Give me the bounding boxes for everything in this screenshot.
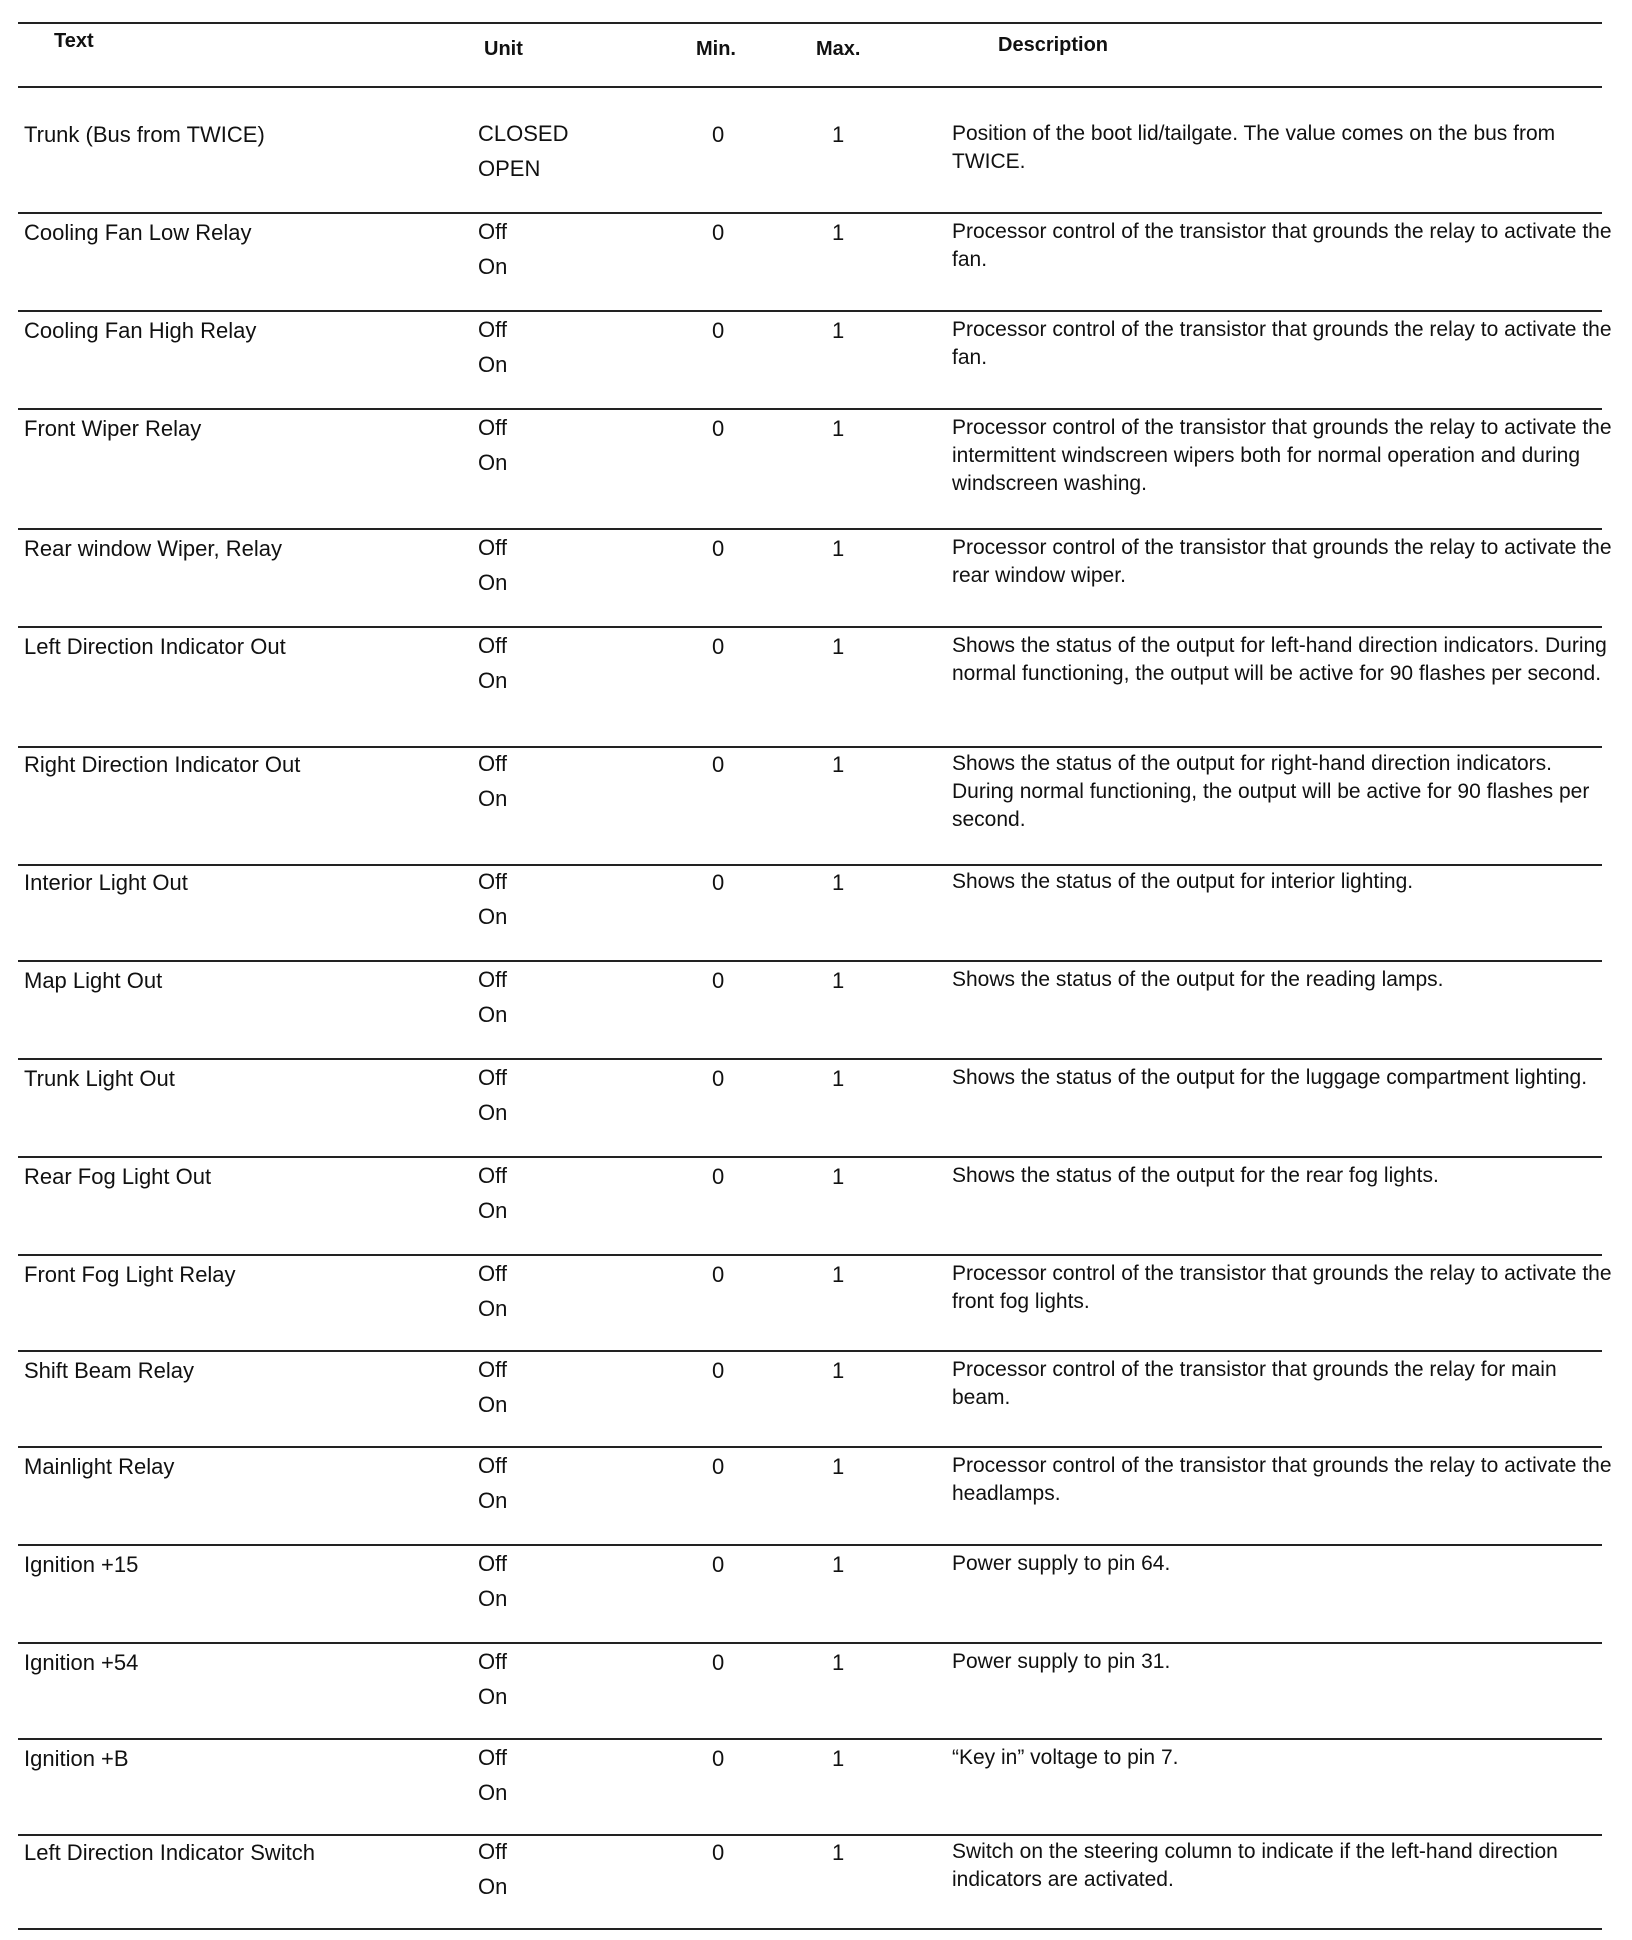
- signal-description: Power supply to pin 31.: [952, 1650, 1171, 1673]
- signal-unit: [478, 1352, 507, 1422]
- max-value: 1: [832, 1454, 845, 1479]
- unit-state-low: Off: [478, 415, 507, 440]
- max-value: 1: [832, 870, 845, 895]
- signal-name: Mainlight Relay: [24, 1454, 175, 1479]
- signal-description: Processor control of the transistor that grounds the relay to activate the rear window wiper.: [952, 536, 1612, 587]
- signal-unit: [478, 214, 507, 284]
- max-value: 1: [832, 1552, 845, 1577]
- unit-state-low: Off: [478, 1357, 507, 1382]
- unit-state-low: CLOSED: [478, 121, 569, 146]
- max-value: 1: [832, 752, 845, 777]
- unit-state-high: On: [478, 254, 508, 279]
- row-divider: [18, 1156, 1602, 1158]
- signal-unit: [478, 312, 507, 382]
- max-value: 1: [832, 1066, 845, 1091]
- signal-unit: [478, 1448, 507, 1518]
- row-divider: [18, 1544, 1602, 1546]
- max-value: 1: [832, 220, 845, 245]
- row-divider: [18, 310, 1602, 312]
- min-value: 0: [712, 536, 725, 561]
- min-value: 0: [712, 1066, 725, 1091]
- row-divider: [18, 1058, 1602, 1060]
- unit-state-high: On: [478, 1586, 508, 1611]
- signal-name: Ignition +54: [24, 1650, 139, 1675]
- signal-name: Trunk (Bus from TWICE): [24, 122, 265, 147]
- max-value: 1: [832, 122, 845, 147]
- row-divider: [18, 1350, 1602, 1352]
- signal-description: Shows the status of the output for the luggage compartment lighting.: [952, 1066, 1588, 1089]
- signal-description: Processor control of the transistor that grounds the relay to activate the intermittent windscreen wipers both for normal operation and during windscreen washing.: [952, 416, 1612, 495]
- max-value: 1: [832, 318, 845, 343]
- max-value: 1: [832, 1840, 845, 1865]
- row-divider: [18, 960, 1602, 962]
- signal-name: Front Wiper Relay: [24, 416, 202, 441]
- max-value: 1: [832, 1650, 845, 1675]
- unit-state-low: Off: [478, 1261, 507, 1286]
- signal-unit: [478, 962, 507, 1032]
- header-bottom-rule: [18, 86, 1602, 88]
- unit-state-high: On: [478, 1780, 508, 1805]
- unit-state-low: Off: [478, 869, 507, 894]
- signal-unit: [478, 864, 507, 934]
- signal-name: Cooling Fan Low Relay: [24, 220, 252, 245]
- signal-unit: [478, 1256, 507, 1326]
- unit-state-high: On: [478, 1874, 508, 1899]
- max-value: 1: [832, 1164, 845, 1189]
- column-header-description: Description: [998, 34, 1109, 56]
- min-value: 0: [712, 1262, 725, 1287]
- min-value: 0: [712, 318, 725, 343]
- signal-name: Right Direction Indicator Out: [24, 752, 301, 777]
- signal-name: Left Direction Indicator Switch: [24, 1840, 316, 1865]
- min-value: 0: [712, 1552, 725, 1577]
- unit-state-high: OPEN: [478, 156, 541, 181]
- max-value: 1: [832, 536, 845, 561]
- signal-name: Ignition +B: [24, 1746, 129, 1771]
- signal-description: Switch on the steering column to indicate if the left-hand direction indicators are activated.: [952, 1840, 1558, 1891]
- row-divider: [18, 626, 1602, 628]
- signal-name: Cooling Fan High Relay: [24, 318, 257, 343]
- signal-name: Shift Beam Relay: [24, 1358, 194, 1383]
- column-header-max: Max.: [816, 38, 861, 60]
- unit-state-high: On: [478, 1100, 508, 1125]
- min-value: 0: [712, 752, 725, 777]
- unit-state-high: On: [478, 1488, 508, 1513]
- unit-state-high: On: [478, 668, 508, 693]
- signal-unit: [478, 1740, 507, 1810]
- unit-state-low: Off: [478, 535, 507, 560]
- signal-unit: [478, 1158, 507, 1228]
- column-header-unit: Unit: [484, 38, 523, 60]
- signal-unit: [478, 1644, 507, 1714]
- max-value: 1: [832, 416, 845, 441]
- signal-unit: [478, 1546, 507, 1616]
- min-value: 0: [712, 968, 725, 993]
- unit-state-high: On: [478, 1198, 508, 1223]
- unit-state-low: Off: [478, 1745, 507, 1770]
- unit-state-high: On: [478, 1684, 508, 1709]
- min-value: 0: [712, 1164, 725, 1189]
- table-bottom-rule: [18, 1928, 1602, 1930]
- row-divider: [18, 528, 1602, 530]
- unit-state-high: On: [478, 1002, 508, 1027]
- min-value: 0: [712, 634, 725, 659]
- signal-name: Left Direction Indicator Out: [24, 634, 286, 659]
- signal-name: Interior Light Out: [24, 870, 188, 895]
- signal-unit: [478, 410, 507, 480]
- signal-description: Shows the status of the output for the reading lamps.: [952, 968, 1444, 991]
- max-value: 1: [832, 968, 845, 993]
- unit-state-high: On: [478, 570, 508, 595]
- min-value: 0: [712, 1454, 725, 1479]
- signal-description: Shows the status of the output for left-hand direction indicators. During normal functioning, the output will be active for 90 flashes per second.: [952, 634, 1607, 685]
- unit-state-low: Off: [478, 1839, 507, 1864]
- max-value: 1: [832, 1746, 845, 1771]
- min-value: 0: [712, 1840, 725, 1865]
- unit-state-low: Off: [478, 317, 507, 342]
- signal-description: Processor control of the transistor that grounds the relay for main beam.: [952, 1358, 1557, 1409]
- unit-state-low: Off: [478, 1649, 507, 1674]
- max-value: 1: [832, 1358, 845, 1383]
- signal-name: Rear Fog Light Out: [24, 1164, 212, 1189]
- max-value: 1: [832, 634, 845, 659]
- min-value: 0: [712, 220, 725, 245]
- signal-name: Trunk Light Out: [24, 1066, 175, 1091]
- unit-state-high: On: [478, 1296, 508, 1321]
- unit-state-low: Off: [478, 219, 507, 244]
- row-divider: [18, 1834, 1602, 1836]
- signal-description: Processor control of the transistor that grounds the relay to activate the headlamps.: [952, 1454, 1612, 1505]
- min-value: 0: [712, 870, 725, 895]
- unit-state-low: Off: [478, 633, 507, 658]
- unit-state-low: Off: [478, 751, 507, 776]
- signal-description: Processor control of the transistor that grounds the relay to activate the fan.: [952, 220, 1612, 271]
- signal-unit: [478, 1060, 507, 1130]
- unit-state-high: On: [478, 1392, 508, 1417]
- signal-description: Processor control of the transistor that grounds the relay to activate the front fog lights.: [952, 1262, 1612, 1313]
- signal-unit: [478, 746, 507, 816]
- column-header-min: Min.: [696, 38, 736, 60]
- signal-description: Shows the status of the output for interior lighting.: [952, 870, 1414, 893]
- unit-state-low: Off: [478, 1163, 507, 1188]
- row-divider: [18, 1446, 1602, 1448]
- row-divider: [18, 746, 1602, 748]
- signal-description: Power supply to pin 64.: [952, 1552, 1171, 1575]
- table-top-rule: [18, 22, 1602, 24]
- unit-state-low: Off: [478, 1453, 507, 1478]
- signal-description: Shows the status of the output for the rear fog lights.: [952, 1164, 1439, 1187]
- signal-name: Ignition +15: [24, 1552, 139, 1577]
- row-divider: [18, 212, 1602, 214]
- signal-unit: [478, 628, 507, 698]
- signal-description: Position of the boot lid/tailgate. The value comes on the bus from TWICE.: [952, 122, 1556, 173]
- unit-state-low: Off: [478, 1551, 507, 1576]
- unit-state-high: On: [478, 904, 508, 929]
- signal-description: Shows the status of the output for right-hand direction indicators. During normal functioning, the output will be active for 90 flashes per second.: [952, 752, 1590, 831]
- unit-state-low: Off: [478, 1065, 507, 1090]
- unit-state-high: On: [478, 786, 508, 811]
- min-value: 0: [712, 1358, 725, 1383]
- signal-name: Front Fog Light Relay: [24, 1262, 236, 1287]
- row-divider: [18, 864, 1602, 866]
- signal-unit: [478, 116, 568, 186]
- signal-name: Rear window Wiper, Relay: [24, 536, 282, 561]
- row-divider: [18, 408, 1602, 410]
- unit-state-high: On: [478, 450, 508, 475]
- unit-state-high: On: [478, 352, 508, 377]
- unit-state-low: Off: [478, 967, 507, 992]
- min-value: 0: [712, 416, 725, 441]
- min-value: 0: [712, 1650, 725, 1675]
- column-header-text: Text: [54, 30, 94, 52]
- signal-description: “Key in” voltage to pin 7.: [952, 1746, 1179, 1769]
- signal-name: Map Light Out: [24, 968, 163, 993]
- row-divider: [18, 1642, 1602, 1644]
- signal-unit: [478, 530, 507, 600]
- signal-description: Processor control of the transistor that grounds the relay to activate the fan.: [952, 318, 1612, 369]
- row-divider: [18, 1254, 1602, 1256]
- min-value: 0: [712, 1746, 725, 1771]
- row-divider: [18, 1738, 1602, 1740]
- min-value: 0: [712, 122, 725, 147]
- signal-unit: [478, 1834, 507, 1904]
- max-value: 1: [832, 1262, 845, 1287]
